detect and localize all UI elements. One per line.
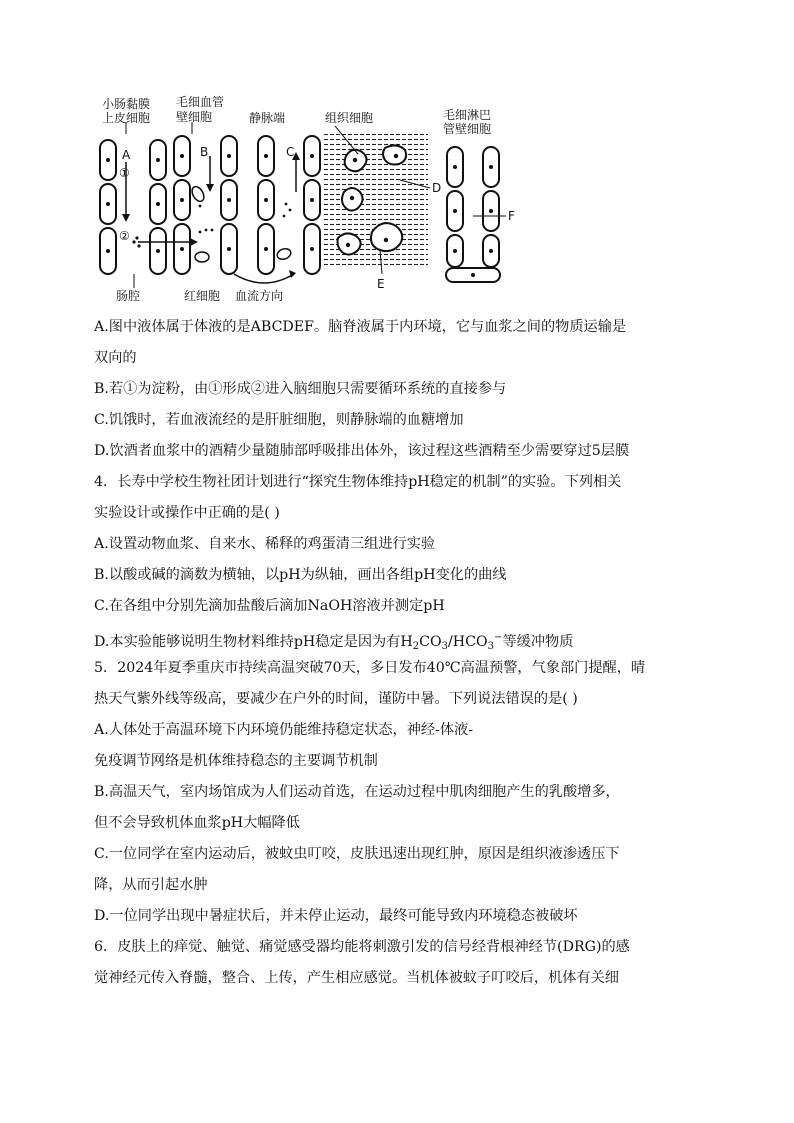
q3-option-b: B.若①为淀粉，由①形成②进入脑细胞只需要循环系统的直接参与	[94, 381, 507, 397]
label-flow: 血流方向	[235, 289, 284, 303]
q5-option-d: D.一位同学出现中暑症状后，并未停止运动，最终可能导致内环境稳态被破坏	[94, 908, 578, 924]
q4-stem-line2: 实验设计或操作中正确的是( )	[94, 505, 280, 521]
tissue-fluid-area	[322, 134, 428, 269]
q3-option-a-line2: 双向的	[94, 350, 137, 366]
q4-option-d-mid2: /HCO	[448, 634, 488, 650]
q4-option-d-sup: −	[494, 632, 503, 643]
q4-option-d-sub2: 3	[441, 641, 449, 652]
q5-option-b-line2: 但不会导致机体血浆pH大幅降低	[94, 815, 300, 831]
label-B: B	[200, 145, 209, 159]
capillary-nuclei	[180, 154, 231, 251]
label-2: ②	[119, 229, 130, 243]
q5-option-a-line1: A.人体处于高温环境下内环境仍能维持稳定状态，神经-体液-	[94, 722, 474, 738]
red-blood-cells	[190, 185, 293, 262]
q4-option-d-mid1: CO	[419, 634, 442, 650]
lymph-nuclei	[453, 165, 493, 277]
q4-option-d-post: 等缓冲物质	[502, 634, 574, 650]
q3-option-d: D.饮酒者血浆中的酒精少量随肺部呼吸排出体外，该过程这些酒精至少需要穿过5层膜	[94, 443, 630, 459]
question-block	[94, 312, 704, 994]
q6-stem-line2: 觉神经元传入脊髓，整合、上传，产生相应感觉。当机体被蚊子叮咬后，机体有关细	[94, 970, 619, 986]
label-E: E	[377, 277, 385, 291]
q4-option-d-sub1: 2	[412, 641, 420, 652]
label-F: F	[508, 209, 515, 223]
label-capillary-wall-1: 毛细血管	[176, 95, 225, 109]
q6-stem-line1: 6．皮肤上的痒觉、触觉、痛觉感受器均能将刺激引发的信号经背根神经节(DRG)的感	[94, 939, 630, 955]
q4-option-b: B.以酸或碱的滴数为横轴，以pH为纵轴，画出各组pH变化的曲线	[94, 567, 507, 583]
q3-option-a-line1: A.图中液体属于体液的是ABCDEF。脑脊液属于内环境，它与血浆之间的物质运输是	[94, 319, 627, 335]
flow-curve	[234, 274, 294, 283]
q4-option-d-sub3: 3	[487, 641, 495, 652]
label-1: ①	[119, 166, 130, 180]
label-lumen: 肠腔	[116, 289, 141, 303]
internal-environment-diagram	[90, 92, 530, 307]
q4-option-d-pre: D.本实验能够说明生物材料维持pH稳定是因为有H	[94, 634, 413, 650]
q5-option-c-line1: C.一位同学在室内运动后，被蚊虫叮咬，皮肤迅速出现红肿，原因是组织液渗透压下	[94, 846, 620, 862]
label-lymph-wall-2: 管壁细胞	[443, 122, 492, 136]
label-C: C	[286, 145, 295, 159]
q5-option-c-line2: 降，从而引起水肿	[94, 877, 208, 893]
q5-option-a-line2: 免疫调节网络是机体维持稳态的主要调节机制	[94, 753, 378, 769]
label-tissue-cell: 组织细胞	[325, 111, 374, 125]
q5-option-b-line1: B.高温天气，室内场馆成为人们运动首选，在运动过程中肌肉细胞产生的乳酸增多，	[94, 784, 620, 800]
q4-stem-line1: 4．长寿中学校生物社团计划进行“探究生物体维持pH稳定的机制”的实验。下列相关	[94, 474, 622, 490]
q4-option-c: C.在各组中分别先滴加盐酸后滴加NaOH溶液并测定pH	[94, 598, 445, 614]
venous-nuclei	[264, 154, 314, 251]
label-capillary-wall-2: 壁细胞	[176, 110, 213, 124]
label-lymph-wall-1: 毛细淋巴	[443, 108, 492, 122]
label-venous-end: 静脉端	[249, 111, 286, 125]
label-intestine-cell-2: 上皮细胞	[102, 111, 151, 125]
question-3-figure	[90, 92, 530, 307]
q5-stem-line1: 5．2024年夏季重庆市持续高温突破70天，多日发布40℃高温预警，气象部门提醒，晴	[94, 660, 646, 676]
label-D: D	[432, 181, 442, 195]
label-A: A	[122, 148, 131, 162]
q4-option-a: A.设置动物血浆、自来水、稀释的鸡蛋清三组进行实验	[94, 536, 436, 552]
intestine-nuclei	[106, 158, 160, 253]
q5-stem-line2: 热天气紫外线等级高，要减少在户外的时间，谨防中暑。下列说法错误的是( )	[94, 691, 578, 707]
label-rbc: 红细胞	[184, 289, 221, 303]
q4-option-d	[94, 622, 704, 653]
q3-option-c: C.饥饿时，若血液流经的是肝脏细胞，则静脉端的血糖增加	[94, 412, 464, 428]
label-intestine-cell-1: 小肠黏膜	[102, 97, 151, 111]
